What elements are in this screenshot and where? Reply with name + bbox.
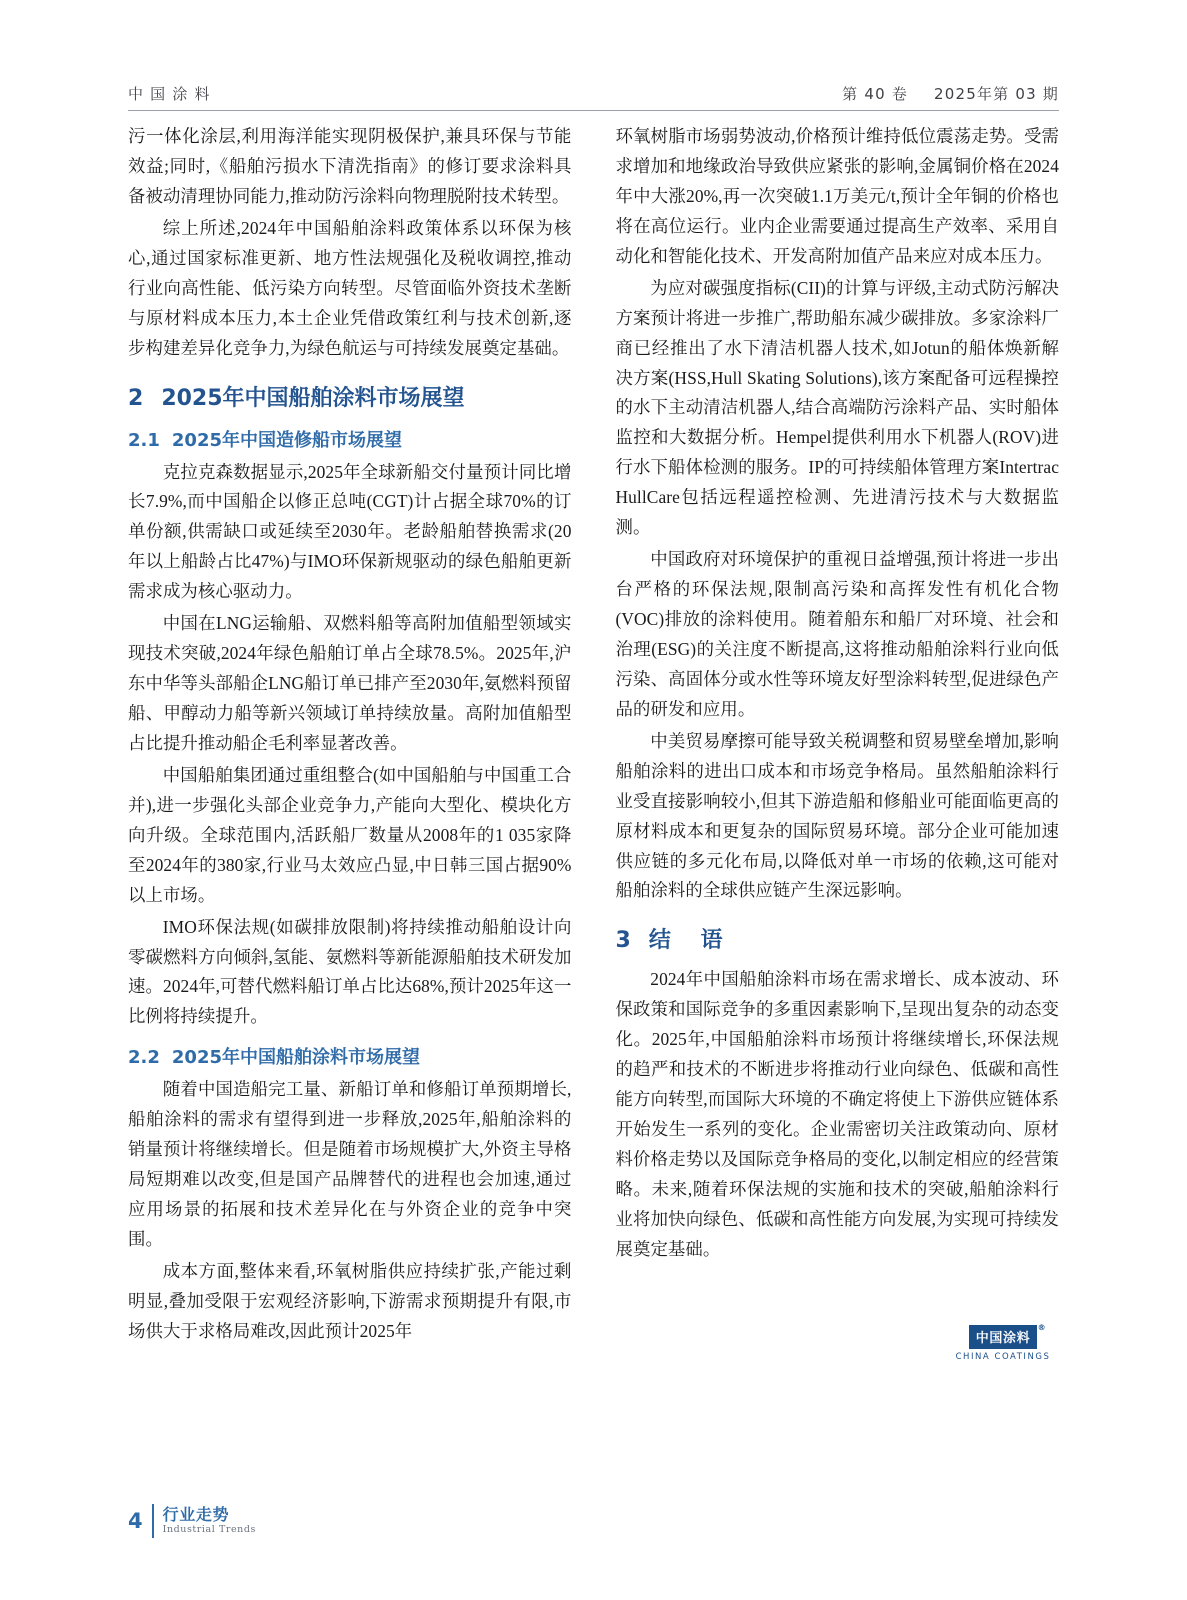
subsection-heading-2-2 — [128, 1044, 572, 1071]
subsection-title: 2025年中国船舶涂料市场展望 — [171, 1047, 420, 1069]
section-title: 2025年中国船舶涂料市场展望 — [161, 385, 465, 411]
paragraph: 中国在LNG运输船、双燃料船等高附加值船型领域实现技术突破,2024年绿色船舶订单占全球78.5%。2025年,沪东中华等头部船企LNG船订单已排产至2030年,氨燃料预留船、甲醇动力船等新兴领域订单持续放量。高附加值船型占比提升推动船企毛利率显著改善。 — [128, 613, 572, 753]
logo-chinese-name — [969, 1323, 1047, 1349]
subsection-number: 2.2 — [128, 1047, 160, 1069]
footer-section-en: Industrial Trends — [162, 1523, 256, 1535]
issue-info — [842, 83, 1059, 104]
two-column-body — [128, 122, 1059, 1362]
section-title: 结 语 — [648, 928, 734, 954]
volume-label: 第 40 卷 — [842, 85, 908, 103]
paragraph: 为应对碳强度指标(CII)的计算与评级,主动式防污解决方案预计将进一步推广,帮助船东减少碳排放。多家涂料厂商已经推出了水下清洁机器人技术,如Jotun的船体焕新解决方案(HSS,Hull Skating Solutions),该方案配备可远程操控的水下主动清洁机器人,结合高端防污涂料产品、实时船体监控和大数据分析。Hempel提供利用水下机器人(ROV)进行水下船体检测的服务。IP的可持续船体管理方案Intertrac HullCare包括远程遥控检测、先进清污技术与大数据监测。 — [615, 277, 1059, 538]
section-number: 3 — [615, 928, 631, 954]
paragraph: 克拉克森数据显示,2025年全球新船交付量预计同比增长7.9%,而中国船企以修正总吨(CGT)计占据全球70%的订单份额,供需缺口或延续至2030年。老龄船舶替换需求(20年以上船龄占比47%)与IMO环保新规驱动的绿色船舶更新需求成为核心驱动力。 — [128, 461, 572, 602]
right-column — [616, 122, 1060, 1362]
page-footer — [128, 1504, 256, 1538]
section-number: 2 — [128, 385, 144, 411]
paragraph: 中国船舶集团通过重组整合(如中国船舶与中国重工合并),进一步强化头部企业竞争力,产能向大型化、模块化方向升级。全球范围内,活跃船厂数量从2008年的1 035家降至2024年的380家,行业马太效应凸显,中日韩三国占据90%以上市场。 — [128, 764, 572, 905]
header-divider — [128, 110, 1059, 111]
logo-english-name: CHINA COATINGS — [955, 1352, 1051, 1362]
paragraph: 2024年中国船舶涂料市场在需求增长、成本波动、环保政策和国际竞争的多重因素影响下,呈现出复杂的动态变化。2025年,中国船舶涂料市场预计将继续增长,环保法规的趋严和技术的不断进步将推动行业向绿色、低碳和高性能方向转型,而国际大环境的不确定将使上下游供应链体系开始发生一系列的变化。企业需密切关注政策动向、原材料价格走势以及国际竞争格局的变化,以制定相应的经营策略。未来,随着环保法规的实施和技术的突破,船舶涂料行业将加快向绿色、低碳和高性能方向发展,为实现可持续发展奠定基础。 — [615, 969, 1059, 1259]
paragraph: IMO环保法规(如碳排放限制)将持续推动船舶设计向零碳燃料方向倾斜,氢能、氨燃料等新能源船舶技术研发加速。2024年,可替代燃料船订单占比达68%,预计2025年这一比例将持续提升。 — [128, 916, 572, 1027]
footer-labels — [163, 1506, 256, 1535]
subsection-title: 2025年中国造修船市场展望 — [171, 429, 402, 451]
page-number: 4 — [128, 1509, 143, 1533]
paragraph: 随着中国造船完工量、新船订单和修船订单预期增长,船舶涂料的需求有望得到进一步释放,2025年,船舶涂料的销量预计将继续增长。但是随着市场规模扩大,外资主导格局短期难以改变,但是国产品牌替代的进程也会加速,通过应用场景的拓展和技术差异化在与外资企业的竞争中突围。 — [128, 1079, 572, 1249]
subsection-number: 2.1 — [128, 429, 160, 451]
trademark-icon: ® — [1037, 1323, 1047, 1332]
section-heading-3 — [616, 924, 1060, 957]
paragraph: 成本方面,整体来看,环氧树脂供应持续扩张,产能过剩明显,叠加受限于宏观经济影响,下游需求预期提升有限,市场供大于求格局难改,因此预计2025年 — [128, 1260, 572, 1341]
paragraph: 中美贸易摩擦可能导致关税调整和贸易壁垒增加,影响船舶涂料的进出口成本和市场竞争格局。虽然船舶涂料行业受直接影响较小,但其下游造船和修船业可能面临更高的原材料成本和更复杂的国际贸易环境。部分企业可能加速供应链的多元化布局,以降低对单一市场的依赖,这可能对船舶涂料的全球供应链产生深远影响。 — [615, 730, 1059, 901]
section-heading-2 — [128, 382, 572, 415]
journal-name: 中 国 涂 料 — [128, 85, 211, 103]
logo-chinese-text: 中国涂料 — [975, 1331, 1031, 1346]
paragraph: 中国政府对环境保护的重视日益增强,预计将进一步出台严格的环保法规,限制高污染和高挥发性有机化合物(VOC)排放的涂料使用。随着船东和船厂对环境、社会和治理(ESG)的关注度不断提高,这将推动船舶涂料行业向低污染、高固体分或水性等环境友好型涂料转型,促进绿色产品的研发和应用。 — [615, 549, 1059, 719]
footer-divider — [152, 1504, 154, 1538]
footer-section-cn: 行业走势 — [162, 1505, 230, 1525]
issue-label: 2025年第 03 期 — [934, 85, 1059, 103]
paragraph-continued: 污一体化涂层,利用海洋能实现阴极保护,兼具环保与节能效益;同时,《船舶污损水下清洗指南》的修订要求涂料具备被动清理协同能力,推动防污涂料向物理脱附技术转型。 — [128, 126, 572, 206]
paragraph-continued: 环氧树脂市场弱势波动,价格预计维持低位震荡走势。受需求增加和地缘政治导致供应紧张的影响,金属铜价格在2024年中大涨20%,再一次突破1.1万美元/t,预计全年铜的价格也将在高位运行。业内企业需要通过提高生产效率、采用自动化和智能化技术、开发高附加值产品来应对成本压力。 — [615, 126, 1059, 266]
running-head — [128, 78, 1059, 104]
paragraph-summary: 综上所述,2024年中国船舶涂料政策体系以环保为核心,通过国家标准更新、地方性法规强化及税收调控,推动行业向高性能、低污染方向转型。尽管面临外资技术垄断与原材料成本压力,本土企业凭借政策红利与技术创新,逐步构建差异化竞争力,为绿色航运与可持续发展奠定基础。 — [128, 217, 572, 358]
subsection-heading-2-1 — [128, 427, 572, 454]
left-column — [128, 122, 572, 1362]
journal-logo — [947, 1325, 1059, 1362]
